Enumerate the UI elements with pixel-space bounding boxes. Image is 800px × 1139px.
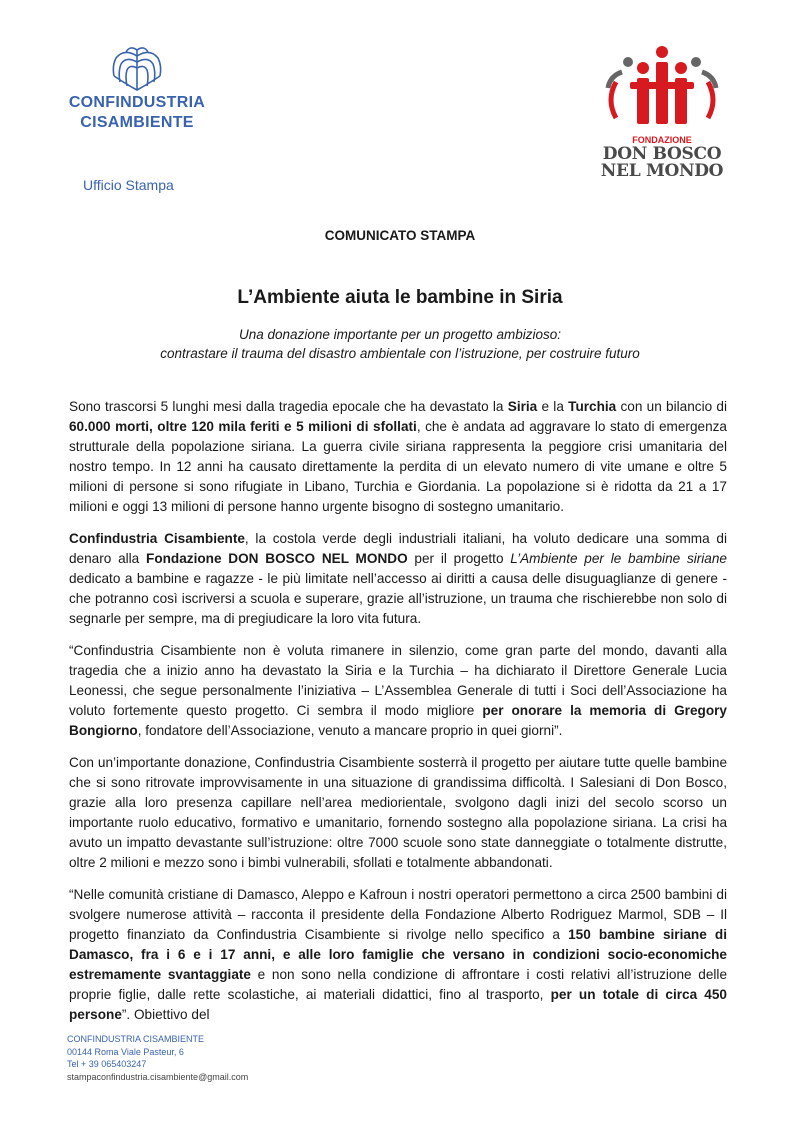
text-run: “Confindustria Cisambiente non è voluta rimanere in silenzio, come gran parte del mondo, davanti alla tragedia che a inizio anno ha devastato la Siria e la Turchia – ha dichiarato il Direttore Generale Lucia Leonessi, che segue personalmente l’iniziativa – L’Assemblea Generale di tutti i Soci dell’Associazione ha voluto fortemente questo progetto. Ci sembra il modo migliore (69, 643, 727, 718)
text-run: , fondatore dell’Associazione, venuto a mancare proprio in quei giorni”. (137, 723, 563, 738)
subtitle-line-2: contrastare il trauma del disastro ambientale con l’istruzione, per costruire futuro (160, 346, 640, 361)
article-body (69, 397, 727, 1037)
paragraph (69, 641, 727, 741)
paragraph (69, 753, 727, 873)
italic-text: L’Ambiente per le bambine siriane (510, 551, 727, 566)
ufficio-stampa: Ufficio Stampa (83, 177, 174, 193)
bold-text: Turchia (568, 399, 617, 414)
logo-line-1: CONFINDUSTRIA (68, 94, 206, 111)
page-title: L’Ambiente aiuta le bambine in Siria (237, 287, 563, 308)
subtitle (0, 325, 800, 363)
paragraph (69, 885, 727, 1025)
bold-text: per onorare la memoria di Gregory Bongiorno (69, 703, 727, 738)
bold-text: per un totale di circa 450 persone (69, 987, 727, 1022)
text-run: con un bilancio di (616, 399, 727, 414)
footer-org: CONFINDUSTRIA CISAMBIENTE (67, 1034, 205, 1044)
confindustria-eagle-icon (106, 42, 168, 92)
document-label: COMUNICATO STAMPA (324, 228, 476, 243)
don-bosco-logo (598, 42, 728, 181)
bold-text: 60.000 morti, oltre 120 mila feriti e 5 milioni di sfollati (69, 419, 417, 434)
text-run: dedicato a bambine e ragazze - le più limitate nell’accesso ai diritti a causa delle disuguaglianze di genere - che potranno così iscriversi a scuola e superare, grazie all’istruzione, un trauma che rischierebbe non solo di segnarle per sempre, ma di pregiudicare la loro vita futura. (69, 571, 727, 626)
bold-text: Fondazione DON BOSCO NEL MONDO (146, 551, 408, 566)
footer-email: stampaconfindustria.cisambiente@gmail.com (67, 1071, 249, 1082)
bold-text: Confindustria Cisambiente (69, 531, 245, 546)
footer (67, 1033, 248, 1083)
logo-fondazione: FONDAZIONE (632, 135, 692, 145)
text-run: Sono trascorsi 5 lunghi mesi dalla tragedia epocale che ha devastato la (69, 399, 508, 414)
text-run: “Nelle comunità cristiane di Damasco, Aleppo e Kafroun i nostri operatori permettono a circa 2500 bambini di svolgere numerose attività – racconta il presidente della Fondazione Alberto Rodriguez Marmol, SDB – Il progetto finanziato da Confindustria Cisambiente si rivolge nello specifico a (69, 887, 727, 942)
logo-name-line-1: DON BOSCO (602, 144, 722, 164)
don-bosco-children-icon (600, 42, 724, 134)
bold-text: Siria (507, 399, 538, 414)
bold-text: 150 bambine siriane di Damasco, fra i 6 e i 17 anni, e alle loro famiglie che versano in condizioni socio-economiche estremamente svantaggiate (69, 927, 727, 982)
paragraph (69, 397, 727, 517)
paragraph (69, 529, 727, 629)
text-run: e non sono nella condizione di affrontare i costi relativi all’istruzione delle proprie figlie, dalle rette scolastiche, ai materiali didattici, fino al trasporto, (69, 967, 728, 1002)
confindustria-logo (62, 42, 212, 137)
text-run: , la costola verde degli industriali italiani, ha voluto dedicare una somma di denaro alla (69, 531, 727, 566)
subtitle-line-1: Una donazione importante per un progetto ambizioso: (239, 327, 561, 342)
footer-address: 00144 Roma Viale Pasteur, 6 (67, 1046, 184, 1057)
text-run: , che è andata ad aggravare lo stato di emergenza strutturale della popolazione siriana. La guerra civile siriana rappresenta la peggiore crisi umanitaria del nostro tempo. In 12 anni ha causato direttamente la perdita di un elevato numero di vite umane e oltre 5 milioni di persone si sono rifugiate in Libano, Turchia e Giordania. La popolazione si è ridotta da 21 a 17 milioni e oggi 13 milioni di persone hanno urgente bisogno di sostegno umanitario. (69, 419, 727, 514)
text-run: per il progetto (407, 551, 511, 566)
logo-name-line-2: NEL MONDO (600, 161, 724, 181)
text-run: ”. Obiettivo del (121, 1007, 210, 1022)
footer-phone: Tel + 39 065403247 (67, 1059, 147, 1069)
logo-line-2: CISAMBIENTE (80, 114, 194, 131)
text-run: e la (537, 399, 569, 414)
text-run: Con un’importante donazione, Confindustria Cisambiente sosterrà il progetto per aiutare tutte quelle bambine che si sono ritrovate improvvisamente in una situazione di grandissima difficoltà. I Salesiani di Don Bosco, grazie alla loro presenza capillare nell’area mediorientale, svolgono dagli inizi del secolo scorso un importante ruolo educativo, formativo e umanitario, fornendo sostegno alla popolazione siriana. La crisi ha avuto un impatto devastante sull’istruzione: oltre 7000 scuole sono state danneggiate o totalmente distrutte, oltre 2 milioni e mezzo sono i bimbi vulnerabili, sfollati e totalmente abbandonati. (69, 755, 727, 870)
